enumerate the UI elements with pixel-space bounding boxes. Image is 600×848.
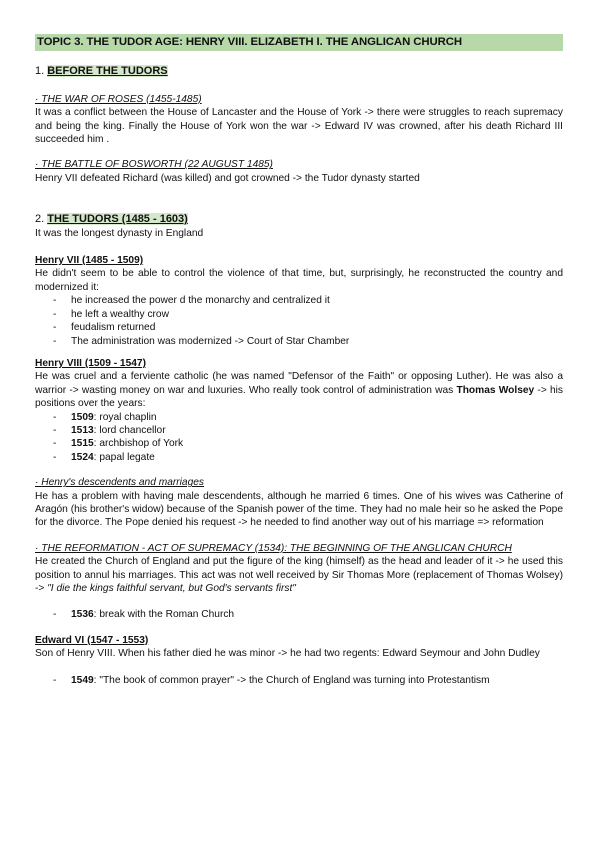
reformation-heading: · THE REFORMATION - ACT OF SUPREMACY (1534): THE BEGINNING OF THE ANGLICAN CHURCH bbox=[35, 542, 512, 554]
bosworth-heading: · THE BATTLE OF BOSWORTH (22 AUGUST 1485) bbox=[35, 159, 273, 171]
list-item: - 1513: lord chancellor bbox=[53, 424, 563, 437]
henry-vii-text: He didn't seem to be able to control the violence of that time, but, surprisingly, he reconstructed the country and modernized it: bbox=[35, 268, 563, 293]
list-item: - The administration was modernized -> Court of Star Chamber bbox=[53, 335, 563, 348]
henry-viii-heading: Henry VIII (1509 - 1547) bbox=[35, 357, 146, 369]
section-2-text: It was the longest dynasty in England bbox=[35, 227, 204, 239]
section-1-number: 1. bbox=[35, 65, 48, 78]
section-2-title: THE TUDORS (1485 - 1603) bbox=[47, 213, 188, 226]
document-page bbox=[35, 34, 563, 687]
edward-vi-text: Son of Henry VIII. When his father died he was minor -> he had two regents: Edward Seymour and John Dudley bbox=[35, 648, 540, 660]
section-1-heading bbox=[35, 65, 563, 78]
section-2-heading bbox=[35, 213, 563, 226]
list-item: - feudalism returned bbox=[53, 321, 563, 334]
list-item: - 1509: royal chaplin bbox=[53, 411, 563, 424]
list-item: - 1536: break with the Roman Church bbox=[53, 608, 563, 621]
war-of-roses-heading: · THE WAR OF ROSES (1455-1485) bbox=[35, 93, 202, 105]
list-item: - he increased the power d the monarchy and centralized it bbox=[53, 294, 563, 307]
henry-vii-list bbox=[35, 294, 563, 348]
list-item: - 1549: "The book of common prayer" -> the Church of England was turning into Protestantism bbox=[53, 674, 563, 687]
section-1-title: BEFORE THE TUDORS bbox=[47, 65, 168, 78]
list-item: - 1515: archbishop of York bbox=[53, 437, 563, 450]
edward-vi-heading: Edward VI (1547 - 1553) bbox=[35, 634, 149, 646]
reformation-list bbox=[35, 608, 563, 621]
war-of-roses-text: It was a conflict between the House of Lancaster and the House of York -> there were struggles to reach supremacy and being the king. Finally the House of York won the war -> Edward IV was crowned, after his death Richard III succeeded him . bbox=[35, 107, 563, 146]
descendents-text: He has a problem with having male descendents, although he married 6 times. One of his wives was Catherine of Aragón (his brother's widow) because of the Spanish power of the time. They had no male heir so he asked the Pope for the divorce. The Pope denied his request -> he needed to find another way out of his marriage => reformation bbox=[35, 490, 563, 529]
thomas-more-quote: "I die the kings faithful servant, but God's servants first" bbox=[47, 583, 296, 594]
list-item: - 1524: papal legate bbox=[53, 451, 563, 464]
henry-viii-text: He was cruel and a ferviente catholic (he was named "Defensor of the Faith" or opposing Luther). He was also a warrior -> wasting money on war and luxuries. Who really took control of administration was Thomas Wolsey -> his positions over the years: bbox=[35, 371, 563, 410]
reformation-text: He created the Church of England and put the figure of the king (himself) as the head and leader of it -> he used this position to annul his marriages. This act was not well received by Sir Thomas More (replacement of Thomas Wolsey) -> "I die the kings faithful servant, but God's servants first" bbox=[35, 556, 563, 594]
document-title: TOPIC 3. THE TUDOR AGE: HENRY VIII. ELIZABETH I. THE ANGLICAN CHURCH bbox=[35, 34, 563, 51]
thomas-wolsey-name: Thomas Wolsey bbox=[456, 384, 535, 396]
henry-vii-heading: Henry VII (1485 - 1509) bbox=[35, 255, 144, 267]
wolsey-positions-list bbox=[35, 411, 563, 465]
bosworth-text: Henry VII defeated Richard (was killed) and got crowned -> the Tudor dynasty started bbox=[35, 172, 420, 184]
section-2-number: 2. bbox=[35, 213, 48, 226]
edward-vi-list bbox=[35, 674, 563, 687]
list-item: - he left a wealthy crow bbox=[53, 308, 563, 321]
descendents-heading: · Henry's descendents and marriages bbox=[35, 477, 205, 489]
